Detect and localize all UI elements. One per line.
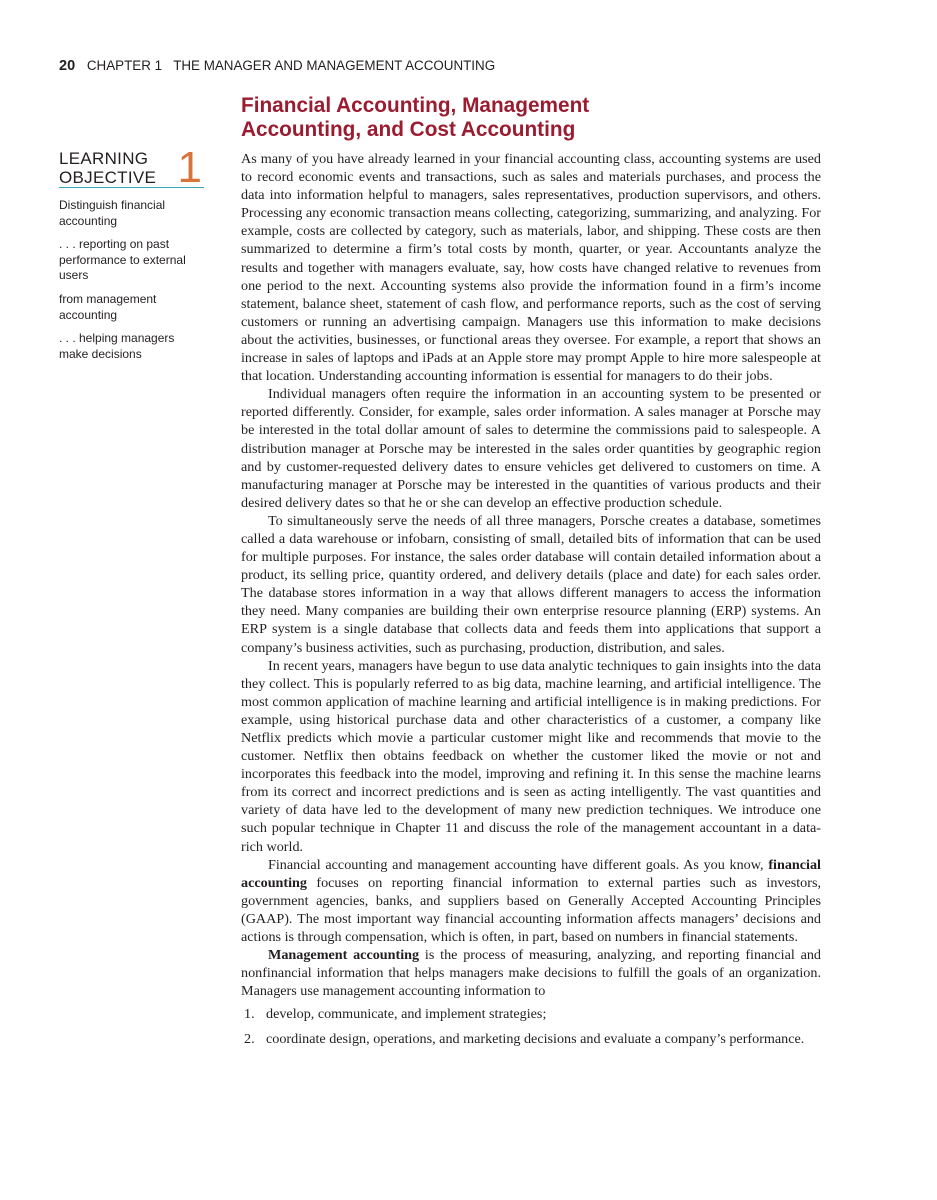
chapter-label: CHAPTER 1 — [86, 58, 163, 73]
paragraph-5-rest: focuses on reporting financial information to external parties such as investors, government agencies, banks, and suppliers based on Generally Accepted Accounting Principles (GAAP). The most important way financial accounting information affects managers’ decisions and actions is through compensation, which is often, in part, based on numbers in financial statements. — [241, 874, 821, 946]
learning-objective-box — [59, 143, 204, 362]
section-heading — [241, 94, 841, 142]
chapter-title: THE MANAGER AND MANAGEMENT ACCOUNTING — [173, 58, 496, 73]
list-item-number: 1. — [244, 1006, 255, 1023]
paragraph-5-lead: Financial accounting and management accounting have different goals. As you know, — [268, 856, 764, 873]
learning-objective-label-2: OBJECTIVE — [59, 168, 157, 187]
learning-objective-number: 1 — [177, 143, 202, 192]
learning-objective-item: from management accounting — [59, 291, 157, 322]
learning-objective-label-1: LEARNING — [59, 149, 149, 168]
page-number: 20 — [59, 58, 76, 74]
paragraph-3: To simultaneously serve the needs of all three managers, Porsche creates a database, sometimes called a data warehouse or infobarn, consisting of small, detailed bits of information that can be used for multiple purposes. For instance, the sales order database will contain detailed information about a product, its selling price, quantity ordered, and delivery details (place and date) for each sales order. The database stores information in a way that allows different managers to access the information they need. Many companies are building their own enterprise resource planning (ERP) systems. An ERP system is a single database that collects data and feeds them into applications that support a company’s business activities, such as purchasing, production, distribution, and sales. — [241, 512, 821, 656]
learning-objective-item: . . . reporting on past performance to external users — [59, 237, 186, 283]
section-heading-line-1: Financial Accounting, Management — [241, 94, 590, 117]
list-item — [241, 1005, 821, 1023]
list-item-number: 2. — [244, 1030, 255, 1047]
learning-objective-item: . . . helping managers make decisions — [59, 331, 175, 361]
paragraph-4: In recent years, managers have begun to use data analytic techniques to gain insights into the data they collect. This is popularly referred to as big data, machine learning, and artificial intelligence. The most common application of machine learning and artificial intelligence is in making predictions. For example, using historical purchase data and other characteristics of a customer, a company like Netflix predicts which movie a particular customer might like and recommends that movie to the customer. Netflix then obtains feedback on whether the customer liked the movie or not and incorporates this feedback into the model, improving and refining it. In this sense the machine learns from its correct and incorrect predictions and is seen as acting intelligently. The vast quantities and variety of data have led to the development of many new prediction techniques. We introduce one such popular technique in Chapter 11 and discuss the role of the management accountant in a data-rich world. — [241, 657, 821, 855]
learning-objective-title — [59, 143, 204, 192]
paragraph-2: Individual managers often require the information in an accounting system to be presented or reported differently. Consider, for example, sales order information. A sales manager at Porsche may be interested in the total dollar amount of sales to determine the commissions paid to salespeople. A distribution manager at Porsche may be interested in the sales order quantities by geographic region and by customer-requested delivery dates to ensure vehicles get delivered to customers on time. A manufacturing manager at Porsche may be interested in the quantities of various products and their desired delivery dates so that he or she can develop an effective production schedule. — [241, 386, 821, 511]
paragraph-1: As many of you have already learned in your financial accounting class, accounting systems are used to record economic events and transactions, such as sales and materials purchases, and process the data into information helpful to managers, sales representatives, production supervisors, and others. Processing any economic transaction means collecting, categorizing, summarizing, and analyzing. For example, costs are collected by category, such as materials, labor, and shipping. These costs are then summarized to determine a firm’s total costs by month, quarter, or year. Accountants analyze the results and together with managers evaluate, say, how costs have changed relative to revenues from one period to the next. Accounting systems also provide the information found in a firm’s income statement, balance sheet, statement of cash flow, and performance reports, such as the cost of serving customers or running an advertising campaign. Managers use this information to make decisions about the activities, businesses, or functional areas they oversee. For example, a report that shows an increase in sales of laptops and iPads at an Apple store may prompt Apple to hire more salespeople at that location. Understanding accounting information is essential for managers to do their jobs. — [241, 151, 821, 385]
list-item-text: coordinate design, operations, and marketing decisions and evaluate a company’s performance. — [266, 1030, 805, 1047]
paragraph-5 — [241, 856, 821, 946]
running-head — [59, 58, 495, 74]
numbered-list — [241, 1005, 821, 1047]
paragraph-6 — [241, 946, 821, 1000]
paragraph-6-rest: is the process of measuring, analyzing, and reporting financial and nonfinancial information that helps managers make decisions to fulfill the goals of an organization. Managers use management accounting information to — [241, 947, 821, 1000]
body-text — [241, 150, 821, 1054]
list-item — [241, 1030, 821, 1048]
key-term-financial-accounting: financial accounting — [241, 856, 821, 891]
list-item-text: develop, communicate, and implement strategies; — [266, 1006, 547, 1023]
key-term-management-accounting: Management accounting — [268, 947, 420, 964]
learning-objective-item: Distinguish financial accounting — [59, 198, 166, 228]
section-heading-line-2: Accounting, and Cost Accounting — [241, 118, 576, 141]
